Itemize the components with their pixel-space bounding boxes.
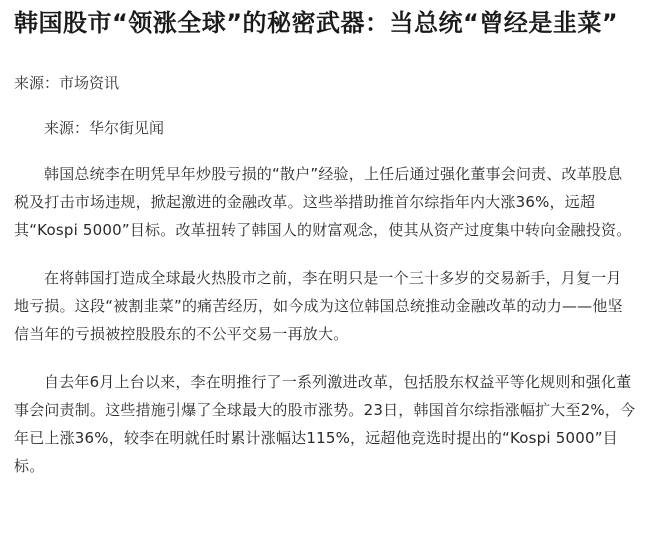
paragraph-3: 自去年6月上台以来，李在明推行了一系列激进改革，包括股东权益平等化规则和强化董事会问责制。这些措施引爆了全球最大的股市涨势。23日，韩国首尔综指涨幅扩大至2%，今年已上涨36%，较李在明就任时累计涨幅达115%，远超他竞选时提出的“Kospi 5000”目标。 [14,373,636,475]
paragraph-2: 在将韩国打造成全球最火热股市之前，李在明只是一个三十多岁的交易新手，月复一月地亏损。这段“被割韭菜”的痛苦经历，如今成为这位韩国总统推动金融改革的动力——他坚信当年的亏损被控股股东的不公平交易一再放大。 [14,269,623,343]
paragraph-1: 韩国总统李在明凭早年炒股亏损的“散户”经验，上任后通过强化董事会问责、改革股息税及打击市场违规，掀起激进的金融改革。这些举措助推首尔综指年内大涨36%，远超其“Kospi 5000”目标。改革扭转了韩国人的财富观念，使其从资产过度集中转向金融投资。 [14,165,632,239]
source-wallstreetcn: 来源：华尔街见闻 [44,119,165,137]
source-market-info: 来源：市场资讯 [14,74,120,92]
article-title: 韩国股市“领涨全球”的秘密武器：当总统“曾经是韭菜” [14,9,619,37]
